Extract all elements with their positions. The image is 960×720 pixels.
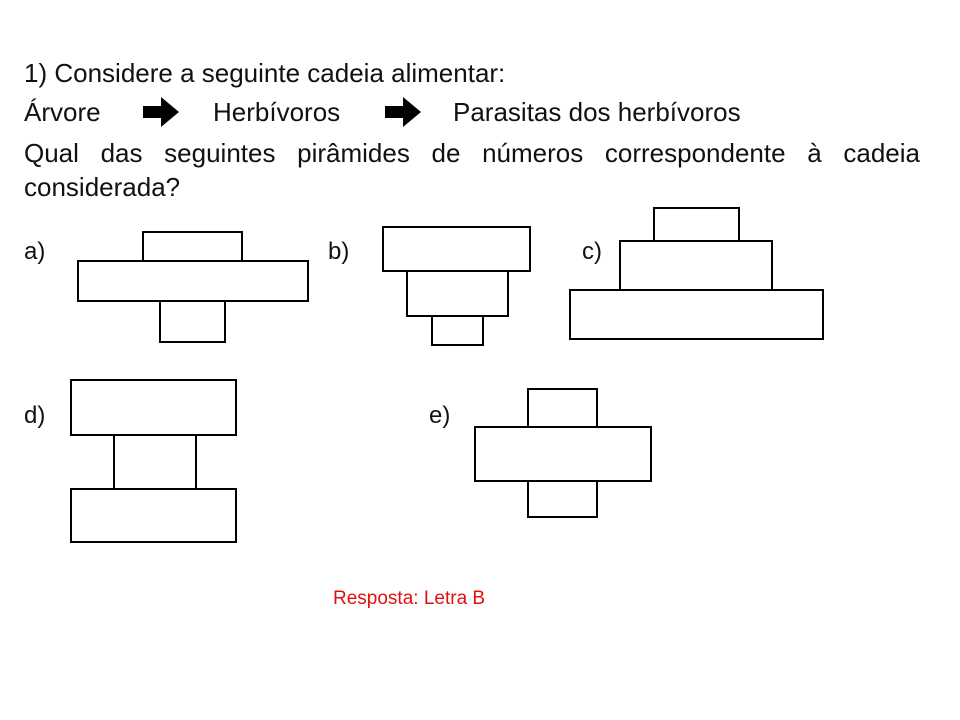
- question-word: números: [482, 138, 584, 168]
- pyramid-bar: [382, 226, 531, 272]
- option-label-b: b): [328, 238, 350, 265]
- pyramid-bar: [474, 426, 652, 482]
- question-word: das: [100, 138, 143, 168]
- pyramid-bar: [159, 300, 226, 343]
- option-label-a: a): [24, 238, 46, 265]
- chain-item-parasitas: Parasitas dos herbívoros: [453, 97, 741, 127]
- pyramid-bar: [406, 270, 509, 317]
- pyramid-bar: [619, 240, 773, 291]
- question-word: de: [431, 138, 461, 168]
- pyramid-bar: [142, 231, 243, 262]
- question-word: correspondente: [604, 138, 786, 168]
- pyramid-bar: [527, 480, 598, 518]
- question-word: Qual: [24, 138, 79, 168]
- option-label-c: c): [582, 238, 602, 265]
- question-word: cadeia: [843, 138, 920, 168]
- question-line-4: considerada?: [24, 172, 181, 202]
- question-line-3: [24, 138, 920, 168]
- pyramid-bar: [653, 207, 740, 242]
- bold-right-arrow-icon: [141, 95, 181, 129]
- bold-right-arrow-icon: [383, 95, 423, 129]
- pyramid-bar: [527, 388, 598, 428]
- option-label-e: e): [429, 402, 451, 429]
- question-line-1: 1) Considere a seguinte cadeia alimentar:: [24, 58, 506, 88]
- pyramid-bar: [113, 434, 197, 490]
- chain-item-herbivoros: Herbívoros: [213, 97, 341, 127]
- pyramid-bar: [70, 379, 237, 436]
- question-word: à: [807, 138, 822, 168]
- pyramid-bar: [77, 260, 309, 302]
- option-label-d: d): [24, 402, 46, 429]
- answer-text: Resposta: Letra B: [333, 588, 486, 609]
- pyramid-bar: [70, 488, 237, 543]
- pyramid-bar: [569, 289, 824, 340]
- question-word: seguintes: [164, 138, 276, 168]
- pyramid-bar: [431, 315, 484, 346]
- question-word: pirâmides: [297, 138, 410, 168]
- chain-item-arvore: Árvore: [24, 97, 101, 127]
